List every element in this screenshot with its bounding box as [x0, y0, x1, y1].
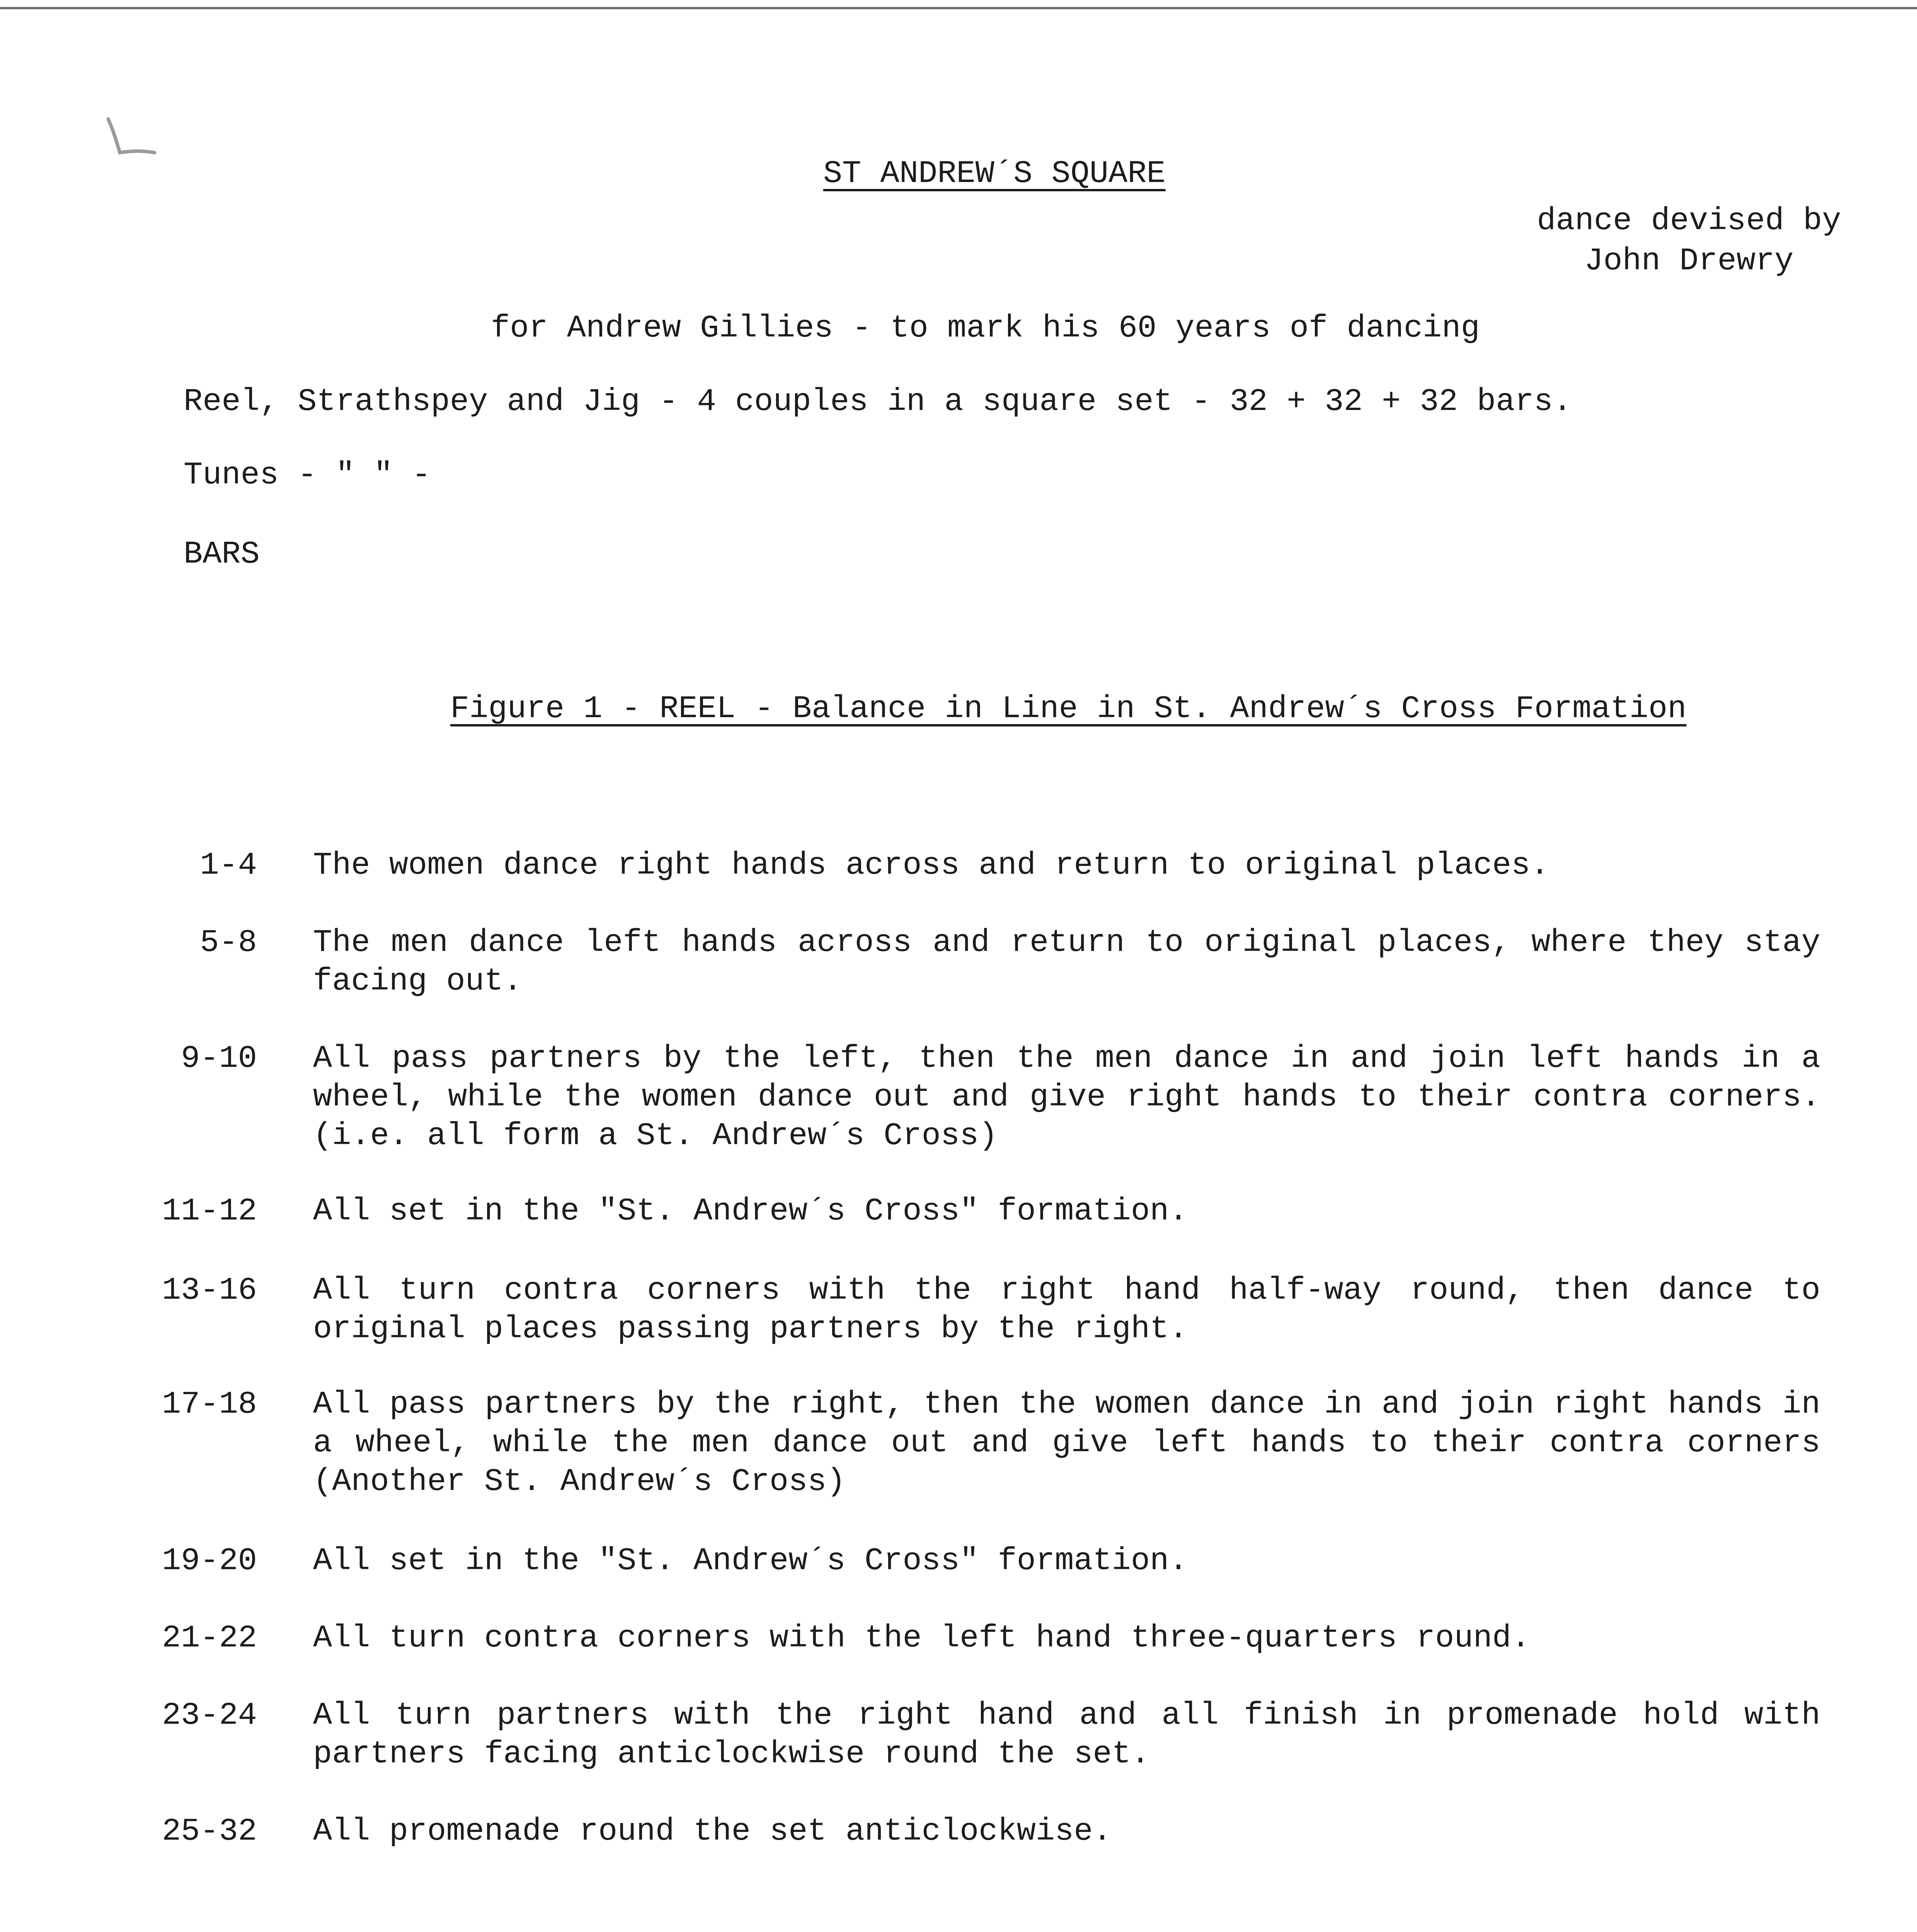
figure-step-text: All promenade round the set anticlockwise. [313, 1813, 1112, 1849]
figure-step-text: All pass partners by the left, then the men dance in and join left hands in a wheel, while the women dance out and give right hands to their contra corners. (i.e. all form a St. Andrew´s Cross) [313, 1041, 1820, 1154]
tunes-line: Tunes - " " - [184, 457, 431, 493]
figure-step-text: The women dance right hands across and return to original places. [313, 847, 1549, 883]
bar-range: 17-18 [162, 1386, 257, 1422]
figure-step-text: All turn partners with the right hand and all finish in promenade hold with partners facing anticlockwise round the set. [313, 1697, 1820, 1772]
bar-range: 13-16 [162, 1272, 257, 1308]
devised-by [1515, 201, 1863, 281]
bar-range: 9-10 [181, 1041, 257, 1077]
figure-step-text: The men dance left hands across and return to original places, where they stay facing out. [313, 925, 1820, 999]
devised-by-author: John Drewry [1584, 243, 1794, 279]
bar-range: 11-12 [162, 1193, 257, 1229]
bar-range: 23-24 [162, 1697, 257, 1733]
figure-step-text: All set in the "St. Andrew´s Cross" formation. [313, 1193, 1188, 1229]
bar-range: 1-4 [200, 847, 257, 883]
handwritten-mark-icon [100, 116, 158, 166]
devised-by-label: dance devised by [1537, 203, 1841, 239]
figure-step-text: All turn contra corners with the right hand half-way round, then dance to original places passing partners by the right. [313, 1272, 1820, 1347]
dedication: for Andrew Gillies - to mark his 60 years of dancing [491, 310, 1480, 346]
figure-step-text: All set in the "St. Andrew´s Cross" formation. [313, 1543, 1188, 1579]
figure-step-text: All pass partners by the right, then the women dance in and join right hands in a wheel, while the men dance out and give left hands to their contra corners (Another St. Andrew´s Cross) [313, 1386, 1820, 1500]
bar-range: 25-32 [162, 1813, 257, 1849]
bar-range: 5-8 [200, 925, 257, 961]
dance-description: Reel, Strathspey and Jig - 4 couples in a square set - 32 + 32 + 32 bars. [184, 384, 1572, 420]
bar-range: 21-22 [162, 1620, 257, 1656]
figure-step-text: All turn contra corners with the left hand three-quarters round. [313, 1620, 1531, 1656]
document-title: ST ANDREW´S SQUARE [823, 156, 1166, 192]
bar-range: 19-20 [162, 1543, 257, 1579]
scan-edge-line [0, 7, 1917, 9]
bars-heading: BARS [184, 536, 260, 572]
figure-1-heading: Figure 1 - REEL - Balance in Line in St. Andrew´s Cross Formation [450, 691, 1687, 727]
